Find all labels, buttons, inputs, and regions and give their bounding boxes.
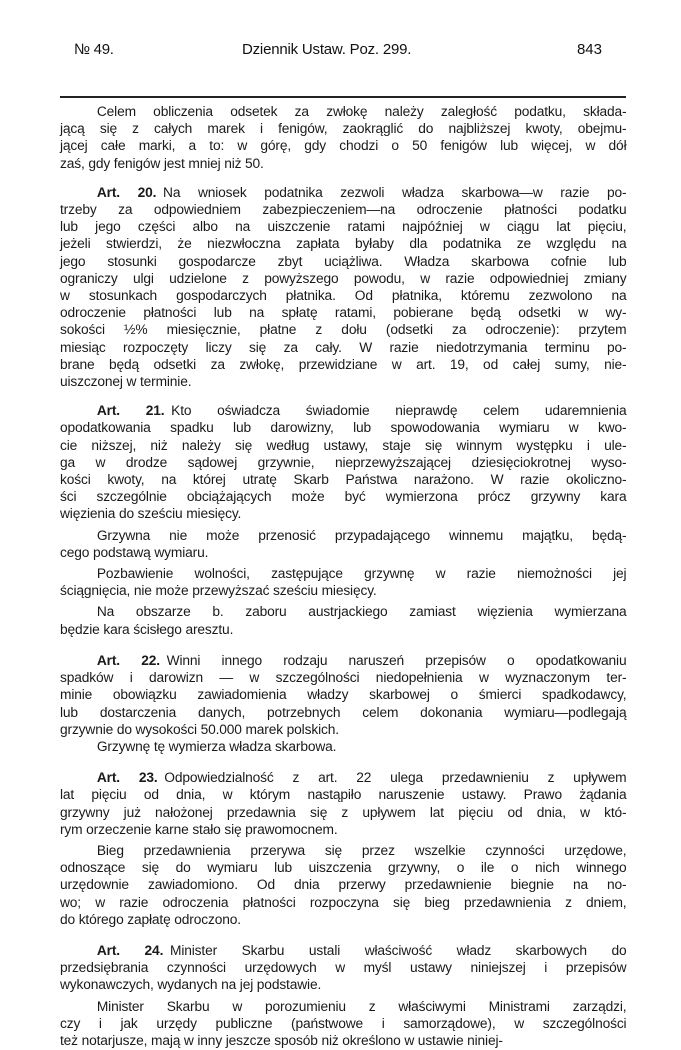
paragraph-art-21-p4 (60, 604, 626, 638)
line-text: Winni innego rodzaju naruszeń przepisów o opodatkowaniu (166, 652, 627, 669)
paragraph-gap (60, 173, 626, 185)
issue-number: № 49. (74, 41, 114, 58)
paragraph-art-20 (60, 185, 626, 391)
line-text: jego stosunki gospodarcze zbyt uciążliwa. Władza skarbowa cofnie lub (60, 253, 627, 270)
text-line (60, 374, 626, 391)
text-line (60, 670, 626, 687)
line-text: Kto oświadcza świadomie nieprawdę celem udaremnienia (171, 403, 627, 420)
line-text: jącej całe marki, a to: w górę, gdy chodzi o 50 fenigów lub więcej, w dół (60, 138, 627, 155)
article-number: Art. 22. (96, 652, 160, 669)
text-line (60, 604, 626, 621)
article-number: Art. 23. (96, 770, 158, 787)
text-line (60, 705, 626, 722)
line-text: grzywny już nałożonej przedawnia się z upływem lat pięciu od dnia, w któ- (60, 804, 627, 821)
paragraph-gap (60, 929, 626, 943)
text-line (60, 1033, 626, 1050)
line-text: w stosunkach gospodarczych płatnika. Od płatnika, któremu zezwolono na (60, 288, 627, 305)
paragraph-art-21-p3 (60, 566, 626, 600)
text-line (60, 420, 626, 437)
text-line (60, 1016, 626, 1033)
text-line (60, 770, 626, 787)
paragraph-art-23 (60, 770, 626, 839)
line-text: opodatkowania spadku lub darowizny, lub spowodowania wymiaru w kwo- (60, 420, 627, 437)
paragraph-art-24 (60, 943, 626, 995)
line-text: minie obowiązku zawiadomienia władzy skarbowej o śmierci spadkodawcy, (60, 687, 627, 704)
text-line (60, 288, 626, 305)
line-text: ści szczególnie obciążających może być wymierzona prócz grzywny kara (60, 489, 627, 506)
text-line (60, 977, 626, 994)
paragraph-art-23-p2 (60, 843, 626, 929)
text-line (60, 999, 626, 1016)
text-line (60, 438, 626, 455)
line-text: cie niższej, niż należy się według ustawy, staje się winnym występku i ule- (60, 437, 627, 454)
line-text: trzeby za odpowiedniem zabezpieczeniem—na odroczenie płatności podatku (60, 202, 627, 219)
paragraph-intro (60, 104, 626, 173)
line-text: lub jego części albo na uiszczenie ratami najpóźniej w ciągu lat pięciu, (60, 219, 627, 236)
text-line (60, 943, 626, 960)
paragraph-gap (60, 756, 626, 770)
line-text: ściągnięcia, nie może przewyższać sześciu miesięcy. (60, 583, 377, 600)
text-line (60, 472, 626, 489)
text-line (60, 912, 626, 929)
line-text: cego podstawą wymiaru. (60, 544, 209, 561)
text-line (60, 877, 626, 894)
paragraph-gap (60, 391, 626, 403)
line-text: będzie kara ścisłego aresztu. (60, 621, 234, 638)
journal-title: Dziennik Ustaw. Poz. 299. (242, 41, 412, 58)
text-line (60, 860, 626, 877)
line-text: sokości ½% miesięcznie, płatne z dołu (odsetki za odroczenie): przytem (60, 322, 627, 339)
text-line (60, 121, 626, 138)
document-body (60, 104, 626, 1050)
text-line (60, 185, 626, 202)
text-line (60, 455, 626, 472)
paragraph-art-22-p2 (60, 739, 626, 756)
line-text: urzędownie zawiadomiono. Od dnia przerwy przedawnienie biegnie na no- (60, 877, 627, 894)
text-line (60, 960, 626, 977)
text-line (60, 622, 626, 639)
line-text: ograniczy ulgi udzielone z powyższego powodu, w razie odpowiedniej zmiany (60, 270, 627, 287)
text-line (60, 271, 626, 288)
page-header (62, 41, 608, 71)
line-text: czy i jak urzędy publiczne (państwowe i samorządowe), w szczególności (60, 1015, 627, 1032)
line-text: wykonawczych, wydanych na jej podstawie. (60, 977, 322, 994)
article-number: Art. 20. (96, 184, 157, 201)
text-line (60, 822, 626, 839)
text-line (60, 403, 626, 420)
line-text: Celem obliczenia odsetek za zwłokę należy zaległość podatku, składa- (96, 104, 627, 120)
article-number: Art. 21. (96, 403, 165, 420)
paragraph-art-21 (60, 403, 626, 523)
line-text: miesiąc rozpoczęty liczy się za cały. W razie niedotrzymania terminu po- (60, 339, 627, 356)
line-text: lub dostarczenia danych, potrzebnych celem dokonania wymiaru—podlegają (60, 704, 627, 721)
line-text: Odpowiedzialność z art. 22 ulega przedawnieniu z upływem (164, 770, 627, 787)
line-text: uiszczonej w terminie. (60, 374, 192, 391)
text-line (60, 254, 626, 271)
text-line (60, 340, 626, 357)
text-line (60, 305, 626, 322)
line-text: Na wniosek podatnika zezwoli władza skarbowa—w razie po- (163, 184, 627, 201)
text-line (60, 739, 626, 756)
text-line (60, 805, 626, 822)
text-line (60, 506, 626, 523)
paragraph-gap (60, 639, 626, 653)
line-text: wo; w razie odroczenia płatności rozpoczyna się bieg przedawnienia z dniem, (60, 894, 627, 911)
line-text: Minister Skarbu ustali właściwość władz skarbowych do (170, 942, 627, 959)
line-text: lat pięciu od dnia, w którym nastąpiło naruszenie ustawy. Prawo żądania (60, 787, 627, 804)
text-line (60, 357, 626, 374)
header-rule (60, 96, 626, 98)
text-line (60, 156, 626, 173)
line-text: Minister Skarbu w porozumieniu z właściwymi Ministrami zarządzi, (96, 998, 627, 1015)
text-line (60, 545, 626, 562)
line-text: kości kwoty, na której utratę Skarb Państwa narażono. W razie okoliczno- (60, 472, 627, 489)
text-line (60, 202, 626, 219)
text-line (60, 722, 626, 739)
paragraph-art-21-p2 (60, 528, 626, 562)
text-line (60, 236, 626, 253)
text-line (60, 653, 626, 670)
text-line (60, 138, 626, 155)
text-line (60, 843, 626, 860)
text-line (60, 219, 626, 236)
line-text: zaś, gdy fenigów jest mniej niż 50. (60, 155, 264, 172)
text-line (60, 528, 626, 545)
text-line (60, 104, 626, 121)
text-line (60, 583, 626, 600)
line-text: Pozbawienie wolności, zastępujące grzywnę w razie niemożności jej (96, 566, 627, 583)
line-text: Na obszarze b. zaboru austrjackiego zamiast więzienia wymierzana (96, 604, 627, 621)
line-text: przedsiębrania czynności urzędowych w myśl ustawy niniejszej i przepisów (60, 960, 627, 977)
paragraph-art-24-p2 (60, 999, 626, 1050)
text-line (60, 787, 626, 804)
paragraph-art-22 (60, 653, 626, 739)
line-text: jeżeli stwierdzi, że niezwłoczna zapłata byłaby dla podatnika ze względu na (60, 236, 627, 253)
line-text: spadków i darowizn — w szczególności niedopełnienia w wyznaczonym ter- (60, 670, 627, 687)
line-text: też notarjusze, mają w inny jeszcze sposób niż określono w ustawie niniej- (60, 1032, 503, 1049)
text-line (60, 489, 626, 506)
line-text: brane będą odsetki za zwłokę, przewidziane w art. 19, od całej sumy, nie- (60, 356, 627, 373)
line-text: Grzywna nie może przenosić przypadającego winnemu majątku, będą- (96, 527, 627, 544)
line-text: grzywnie do wysokości 50.000 marek polskich. (60, 721, 339, 738)
text-line (60, 895, 626, 912)
line-text: więzienia do sześciu miesięcy. (60, 506, 242, 523)
line-text: Bieg przedawnienia przerywa się przez wszelkie czynności urzędowe, (96, 842, 627, 859)
line-text: do którego zapłatę odroczono. (60, 911, 241, 928)
line-text: Grzywnę tę wymierza władza skarbowa. (96, 738, 337, 755)
line-text: ga w drodze sądowej grzywnie, nieprzewyższającej dziesięciokrotnej wyso- (60, 454, 627, 471)
page-number: 843 (576, 41, 602, 58)
text-line (60, 566, 626, 583)
article-number: Art. 24. (96, 942, 164, 959)
line-text: jącą się z całych marek i fenigów, zaokrąglić do najbliższej kwoty, obejmu- (60, 121, 627, 138)
text-line (60, 322, 626, 339)
line-text: odroczenie płatności lub na spłatę ratami, pobierane będą odsetki w wy- (60, 305, 627, 322)
text-line (60, 687, 626, 704)
line-text: odnoszące się do wymiaru lub uiszczenia grzywny, o ile o nich winnego (60, 860, 627, 877)
line-text: rym orzeczenie karne stało się prawomocnem. (60, 821, 338, 838)
